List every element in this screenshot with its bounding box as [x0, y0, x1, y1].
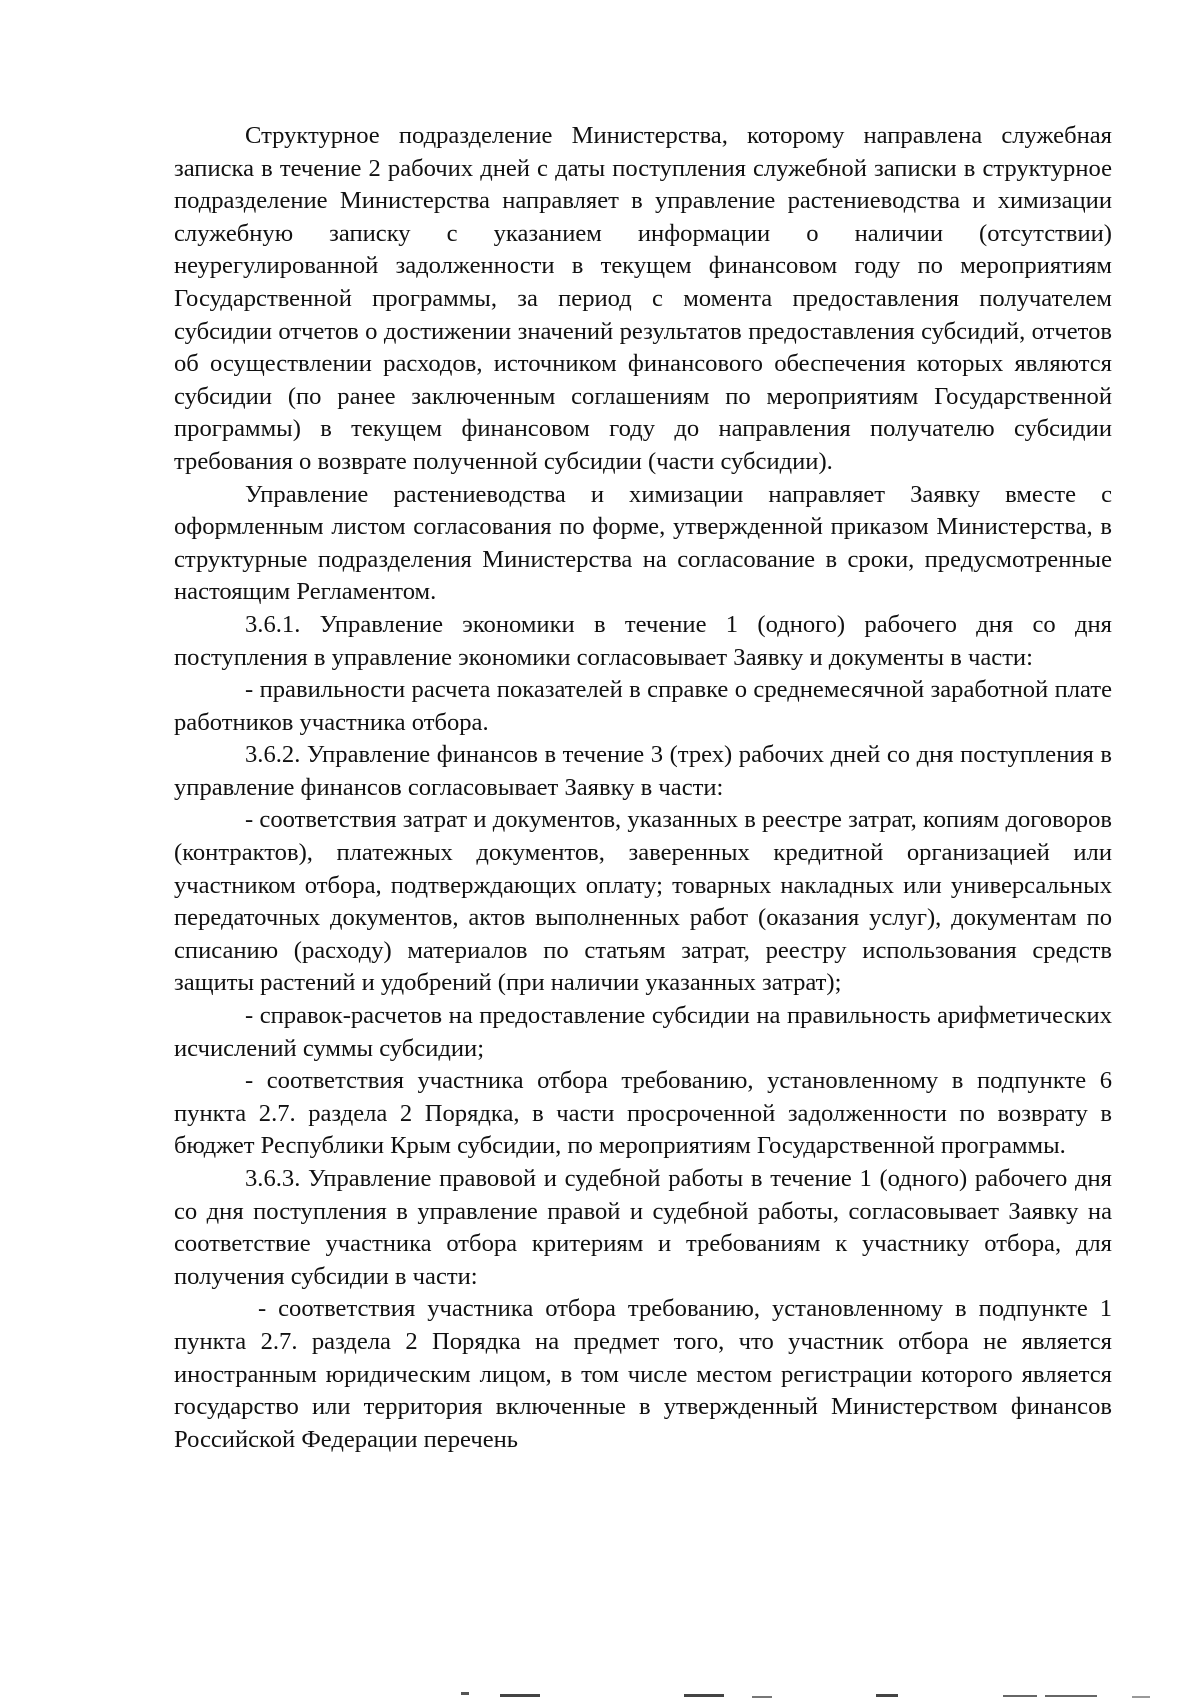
paragraph-crop-department: Управление растениеводства и химизации направляет Заявку вместе с оформленным листом согласования по форме, утвержденной приказом Министерства, в структурные подразделения Министерства на согласование в сроки, предусмотренные настоящим Регламентом. [174, 480, 1112, 606]
list-item-costs-documents: - соответствия затрат и документов, указанных в реестре затрат, копиям договоров (контрактов), платежных документов, заверенных кредитной организацией или участником отбора, подтверждающих оплату; товарных накладных или универсальных передаточных документов, актов выполненных работ (оказания услуг), документам по списанию (расходу) материалов по статьям затрат, реестру использования средств защиты растений и удобрений (при наличии указанных затрат); [174, 806, 1112, 997]
paragraph-3-6-3: 3.6.3. Управление правовой и судебной работы в течение 1 (одного) рабочего дня со дня поступления в управление правой и судебной работы, согласовывает Заявку на соответствие участника отбора критериям и требованиям к участнику отбора, для получения субсидии в части: [174, 1165, 1112, 1290]
scan-artifact-marks [0, 1688, 1200, 1702]
list-item-overdue-debt: - соответствия участника отбора требованию, установленному в подпункте 6 пункта 2.7. раздела 2 Порядка, в части просроченной задолженности по возврату в бюджет Республики Крым субсидии, по мероприятиям Государственной программы. [174, 1067, 1112, 1160]
list-item-subsidy-calculations: - справок-расчетов на предоставление субсидии на правильность арифметических исчислений суммы субсидии; [174, 1002, 1112, 1062]
paragraph-3-6-1: 3.6.1. Управление экономики в течение 1 (одного) рабочего дня со дня поступления в управление экономики согласовывает Заявку и документы в части: [174, 610, 1112, 671]
paragraph-3-6-2: 3.6.2. Управление финансов в течение 3 (трех) рабочих дней со дня поступления в управление финансов согласовывает Заявку в части: [174, 741, 1112, 801]
scan-artifacts [0, 1688, 1200, 1702]
document-body [174, 120, 1112, 1456]
paragraph-structural-unit: Структурное подразделение Министерства, которому направлена служебная записка в течение 2 рабочих дней с даты поступления служебной записки в структурное подразделение Министерства направляет в управление растениеводства и химизации служебную записку с указанием информации о наличии (отсутствии) неурегулированной задолженности в текущем финансовом году по мероприятиям Государственной программы, за период с момента предоставления получателем субсидии отчетов о достижении значений результатов предоставления субсидий, отчетов об осуществлении расходов, источником финансового обеспечения которых являются субсидии (по ранее заключенным соглашениям по мероприятиям Государственной программы) в текущем финансовом году до направления получателю субсидии требования о возврате полученной субсидии (части субсидии). [174, 122, 1112, 475]
list-item-salary-calculation: - правильности расчета показателей в справке о среднемесячной заработной плате работников участника отбора. [174, 676, 1112, 736]
list-item-foreign-entity: - соответствия участника отбора требованию, установленному в подпункте 1 пункта 2.7. раздела 2 Порядка на предмет того, что участник отбора не является иностранным юридическим лицом, в том числе местом регистрации которого является государство или территория включенные в утвержденный Министерством финансов Российской Федерации перечень [174, 1295, 1112, 1453]
